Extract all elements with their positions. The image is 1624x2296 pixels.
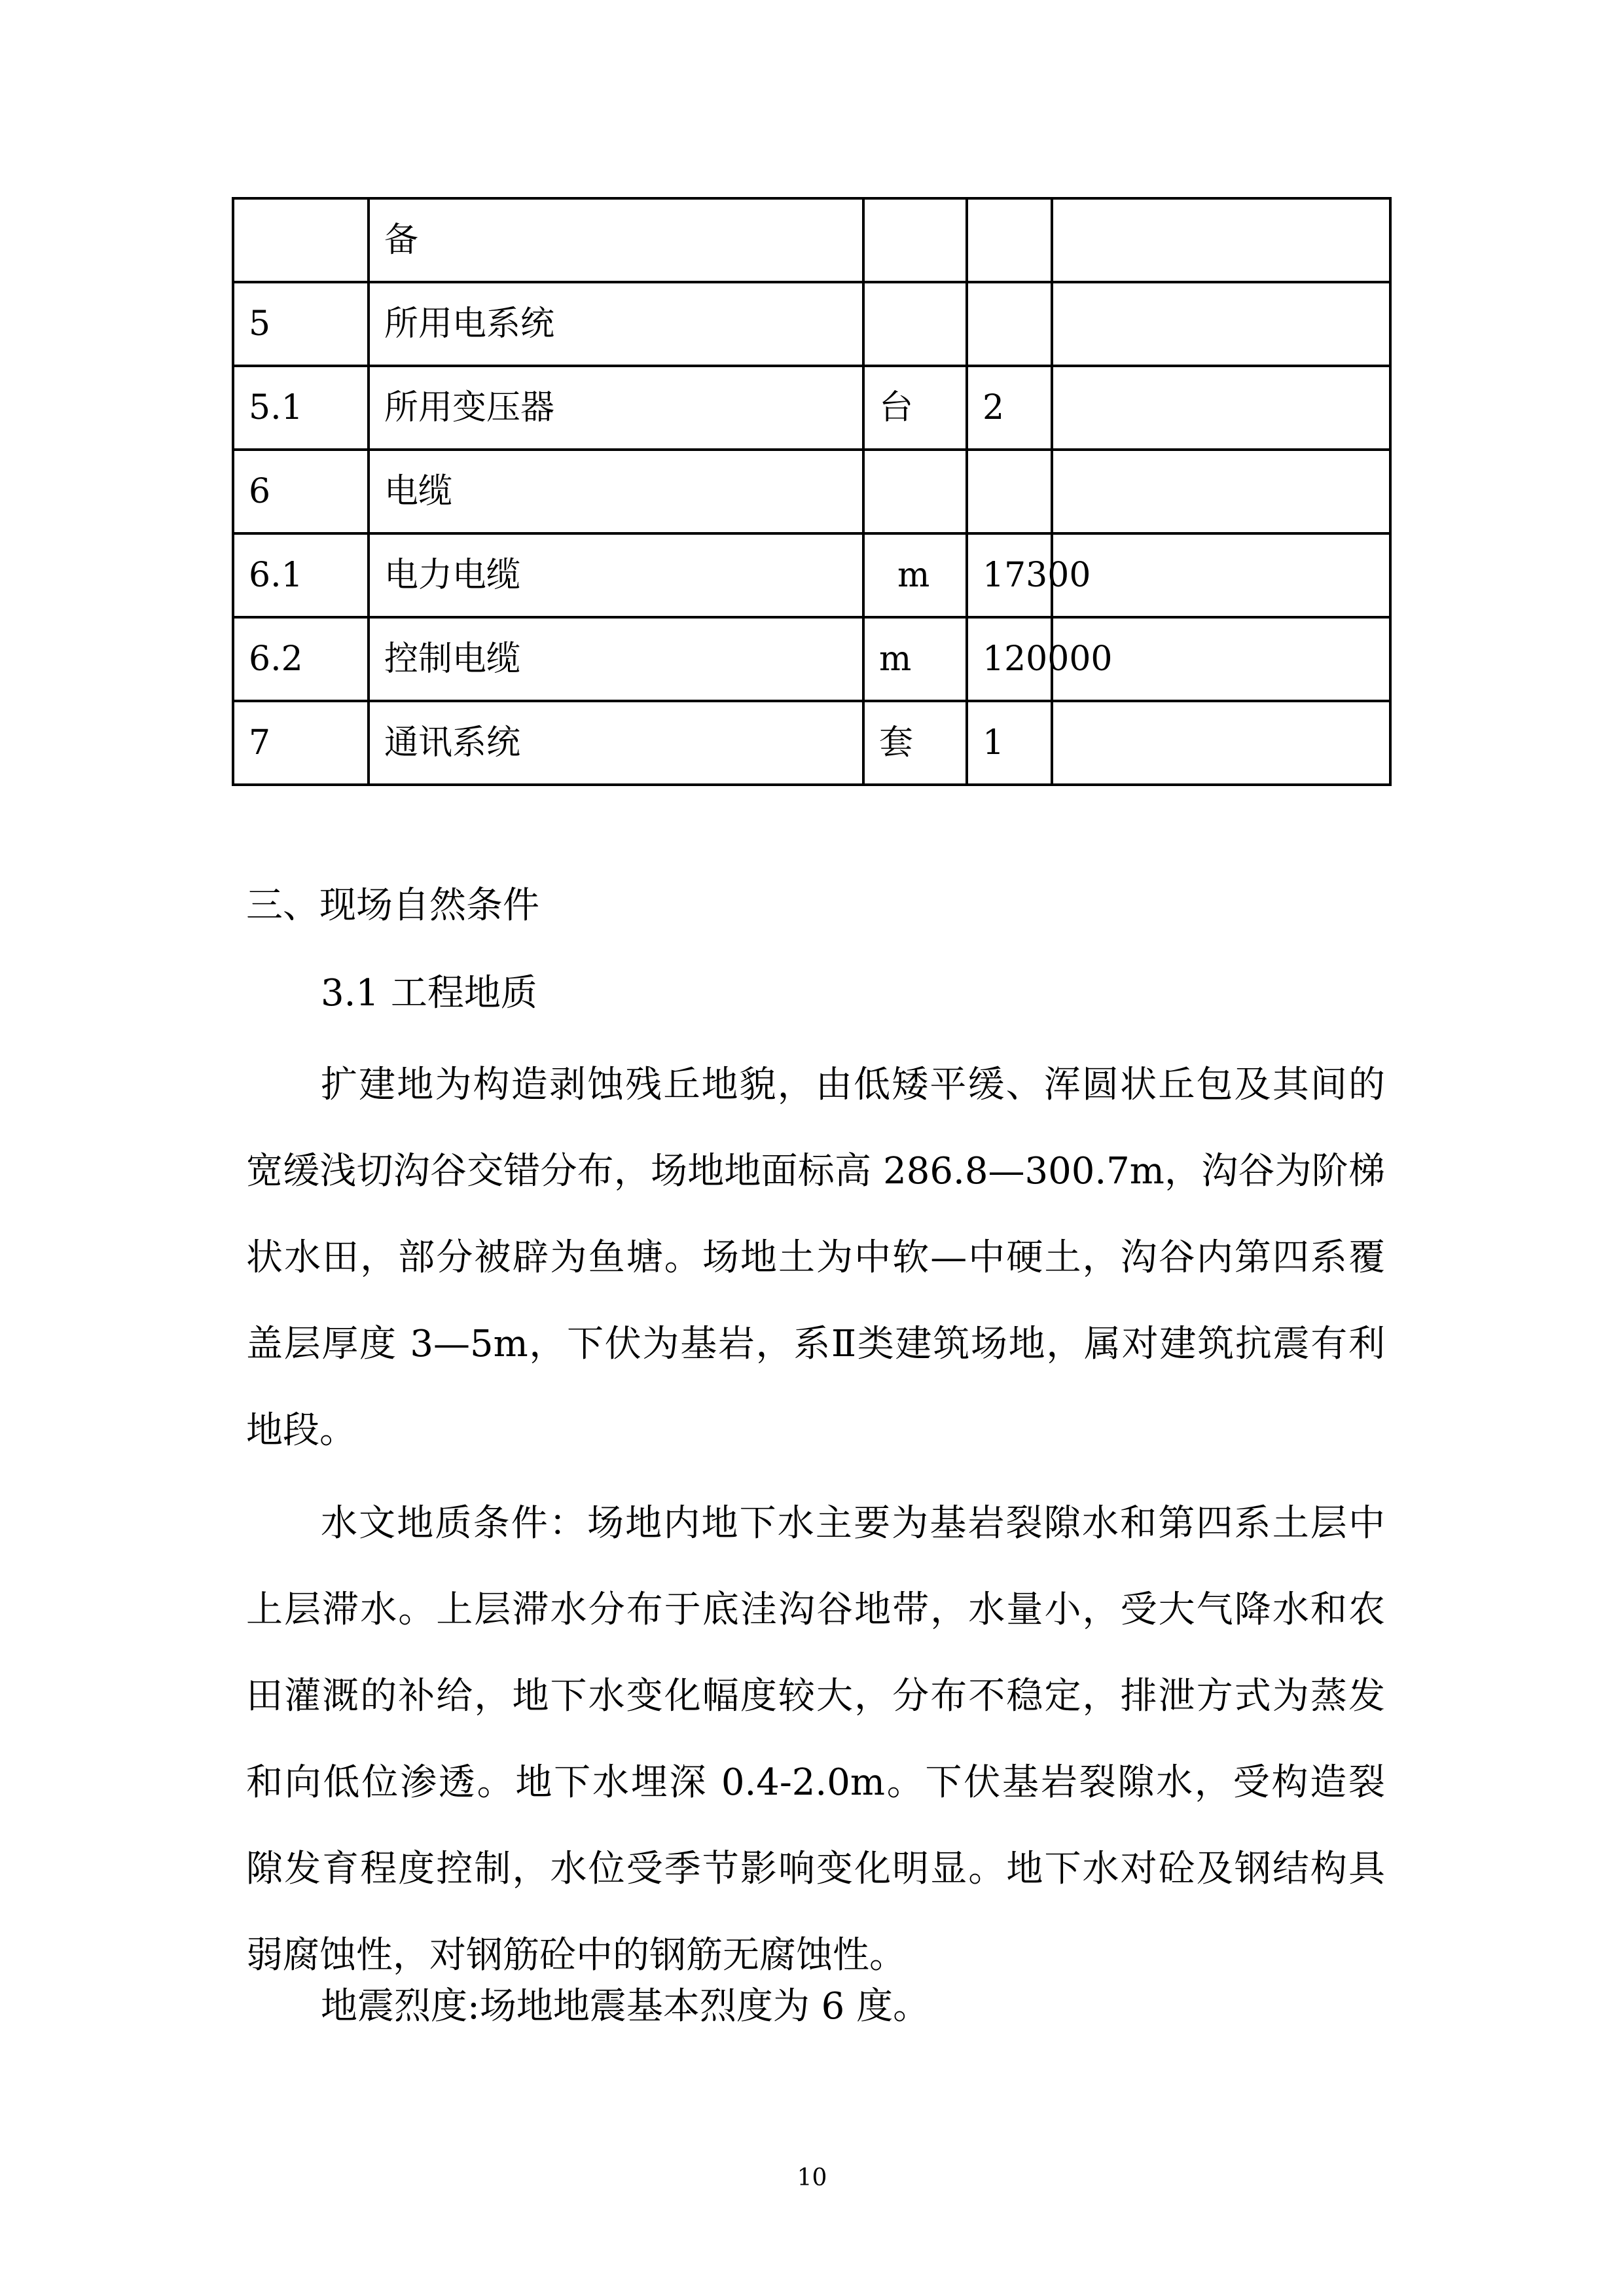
cell-note bbox=[1052, 366, 1390, 450]
paragraph-line: 水文地质条件：场地内地下水主要为基岩裂隙水和第四系土层中 bbox=[321, 1502, 1385, 1545]
cell-no: 5 bbox=[233, 282, 369, 366]
cell-qty bbox=[967, 282, 1052, 366]
cell-qty: 17300 bbox=[967, 533, 1052, 617]
page-number: 10 bbox=[797, 2164, 827, 2191]
paragraph-line: 弱腐蚀性，对钢筋砼中的钢筋无腐蚀性。 bbox=[246, 1934, 906, 1977]
cell-unit: m bbox=[863, 533, 967, 617]
cell-name: 电力电缆 bbox=[369, 533, 863, 617]
cell-no: 7 bbox=[233, 701, 369, 785]
table-row bbox=[233, 450, 1390, 533]
cell-note bbox=[1052, 701, 1390, 785]
cell-note bbox=[1052, 450, 1390, 533]
cell-qty bbox=[967, 450, 1052, 533]
cell-note bbox=[1052, 198, 1390, 282]
cell-unit: 套 bbox=[863, 701, 967, 785]
cell-no: 5.1 bbox=[233, 366, 369, 450]
cell-unit bbox=[863, 450, 967, 533]
cell-qty: 2 bbox=[967, 366, 1052, 450]
paragraph-line: 状水田，部分被辟为鱼塘。场地土为中软—中硬土，沟谷内第四系覆 bbox=[246, 1236, 1385, 1279]
cell-no: 6 bbox=[233, 450, 369, 533]
cell-unit bbox=[863, 198, 967, 282]
paragraph-line: 田灌溉的补给，地下水变化幅度较大，分布不稳定，排泄方式为蒸发 bbox=[246, 1675, 1385, 1717]
cell-unit: m bbox=[863, 617, 967, 701]
cell-name: 备 bbox=[369, 198, 863, 282]
table-row bbox=[233, 533, 1390, 617]
cell-no bbox=[233, 198, 369, 282]
table-row bbox=[233, 282, 1390, 366]
cell-name: 控制电缆 bbox=[369, 617, 863, 701]
paragraph-geology bbox=[246, 1042, 1385, 1474]
cell-name: 通讯系统 bbox=[369, 701, 863, 785]
table-row bbox=[233, 198, 1390, 282]
cell-no: 6.1 bbox=[233, 533, 369, 617]
subsection-heading: 3.1 工程地质 bbox=[321, 972, 537, 1014]
paragraph-line: 扩建地为构造剥蚀残丘地貌，由低矮平缓、浑圆状丘包及其间的 bbox=[321, 1064, 1385, 1106]
paragraph-seismic bbox=[246, 1964, 1385, 2050]
paragraph-line: 上层滞水。上层滞水分布于底洼沟谷地带，水量小，受大气降水和农 bbox=[246, 1588, 1385, 1631]
table-row bbox=[233, 701, 1390, 785]
equipment-table bbox=[232, 197, 1392, 786]
paragraph-line: 宽缓浅切沟谷交错分布，场地地面标高 286.8—300.7m，沟谷为阶梯 bbox=[246, 1150, 1385, 1193]
section-heading: 三、现场自然条件 bbox=[246, 884, 539, 927]
cell-note bbox=[1052, 533, 1390, 617]
cell-name: 电缆 bbox=[369, 450, 863, 533]
table-row bbox=[233, 617, 1390, 701]
cell-note bbox=[1052, 282, 1390, 366]
cell-qty: 1 bbox=[967, 701, 1052, 785]
paragraph-line: 和向低位渗透。地下水埋深 0.4-2.0m。下伏基岩裂隙水，受构造裂 bbox=[246, 1761, 1385, 1804]
cell-unit: 台 bbox=[863, 366, 967, 450]
table-row bbox=[233, 366, 1390, 450]
paragraph-line: 地震烈度:场地地震基本烈度为 6 度。 bbox=[321, 1985, 930, 2028]
cell-name: 所用变压器 bbox=[369, 366, 863, 450]
paragraph-line: 盖层厚度 3—5m，下伏为基岩，系Ⅱ类建筑场地，属对建筑抗震有利 bbox=[246, 1323, 1385, 1365]
cell-qty: 120000 bbox=[967, 617, 1052, 701]
cell-unit bbox=[863, 282, 967, 366]
cell-qty bbox=[967, 198, 1052, 282]
cell-name: 所用电系统 bbox=[369, 282, 863, 366]
paragraph-line: 地段。 bbox=[246, 1409, 356, 1452]
paragraph-hydrogeology bbox=[246, 1480, 1385, 1999]
cell-no: 6.2 bbox=[233, 617, 369, 701]
paragraph-line: 隙发育程度控制，水位受季节影响变化明显。地下水对砼及钢结构具 bbox=[246, 1848, 1385, 1890]
